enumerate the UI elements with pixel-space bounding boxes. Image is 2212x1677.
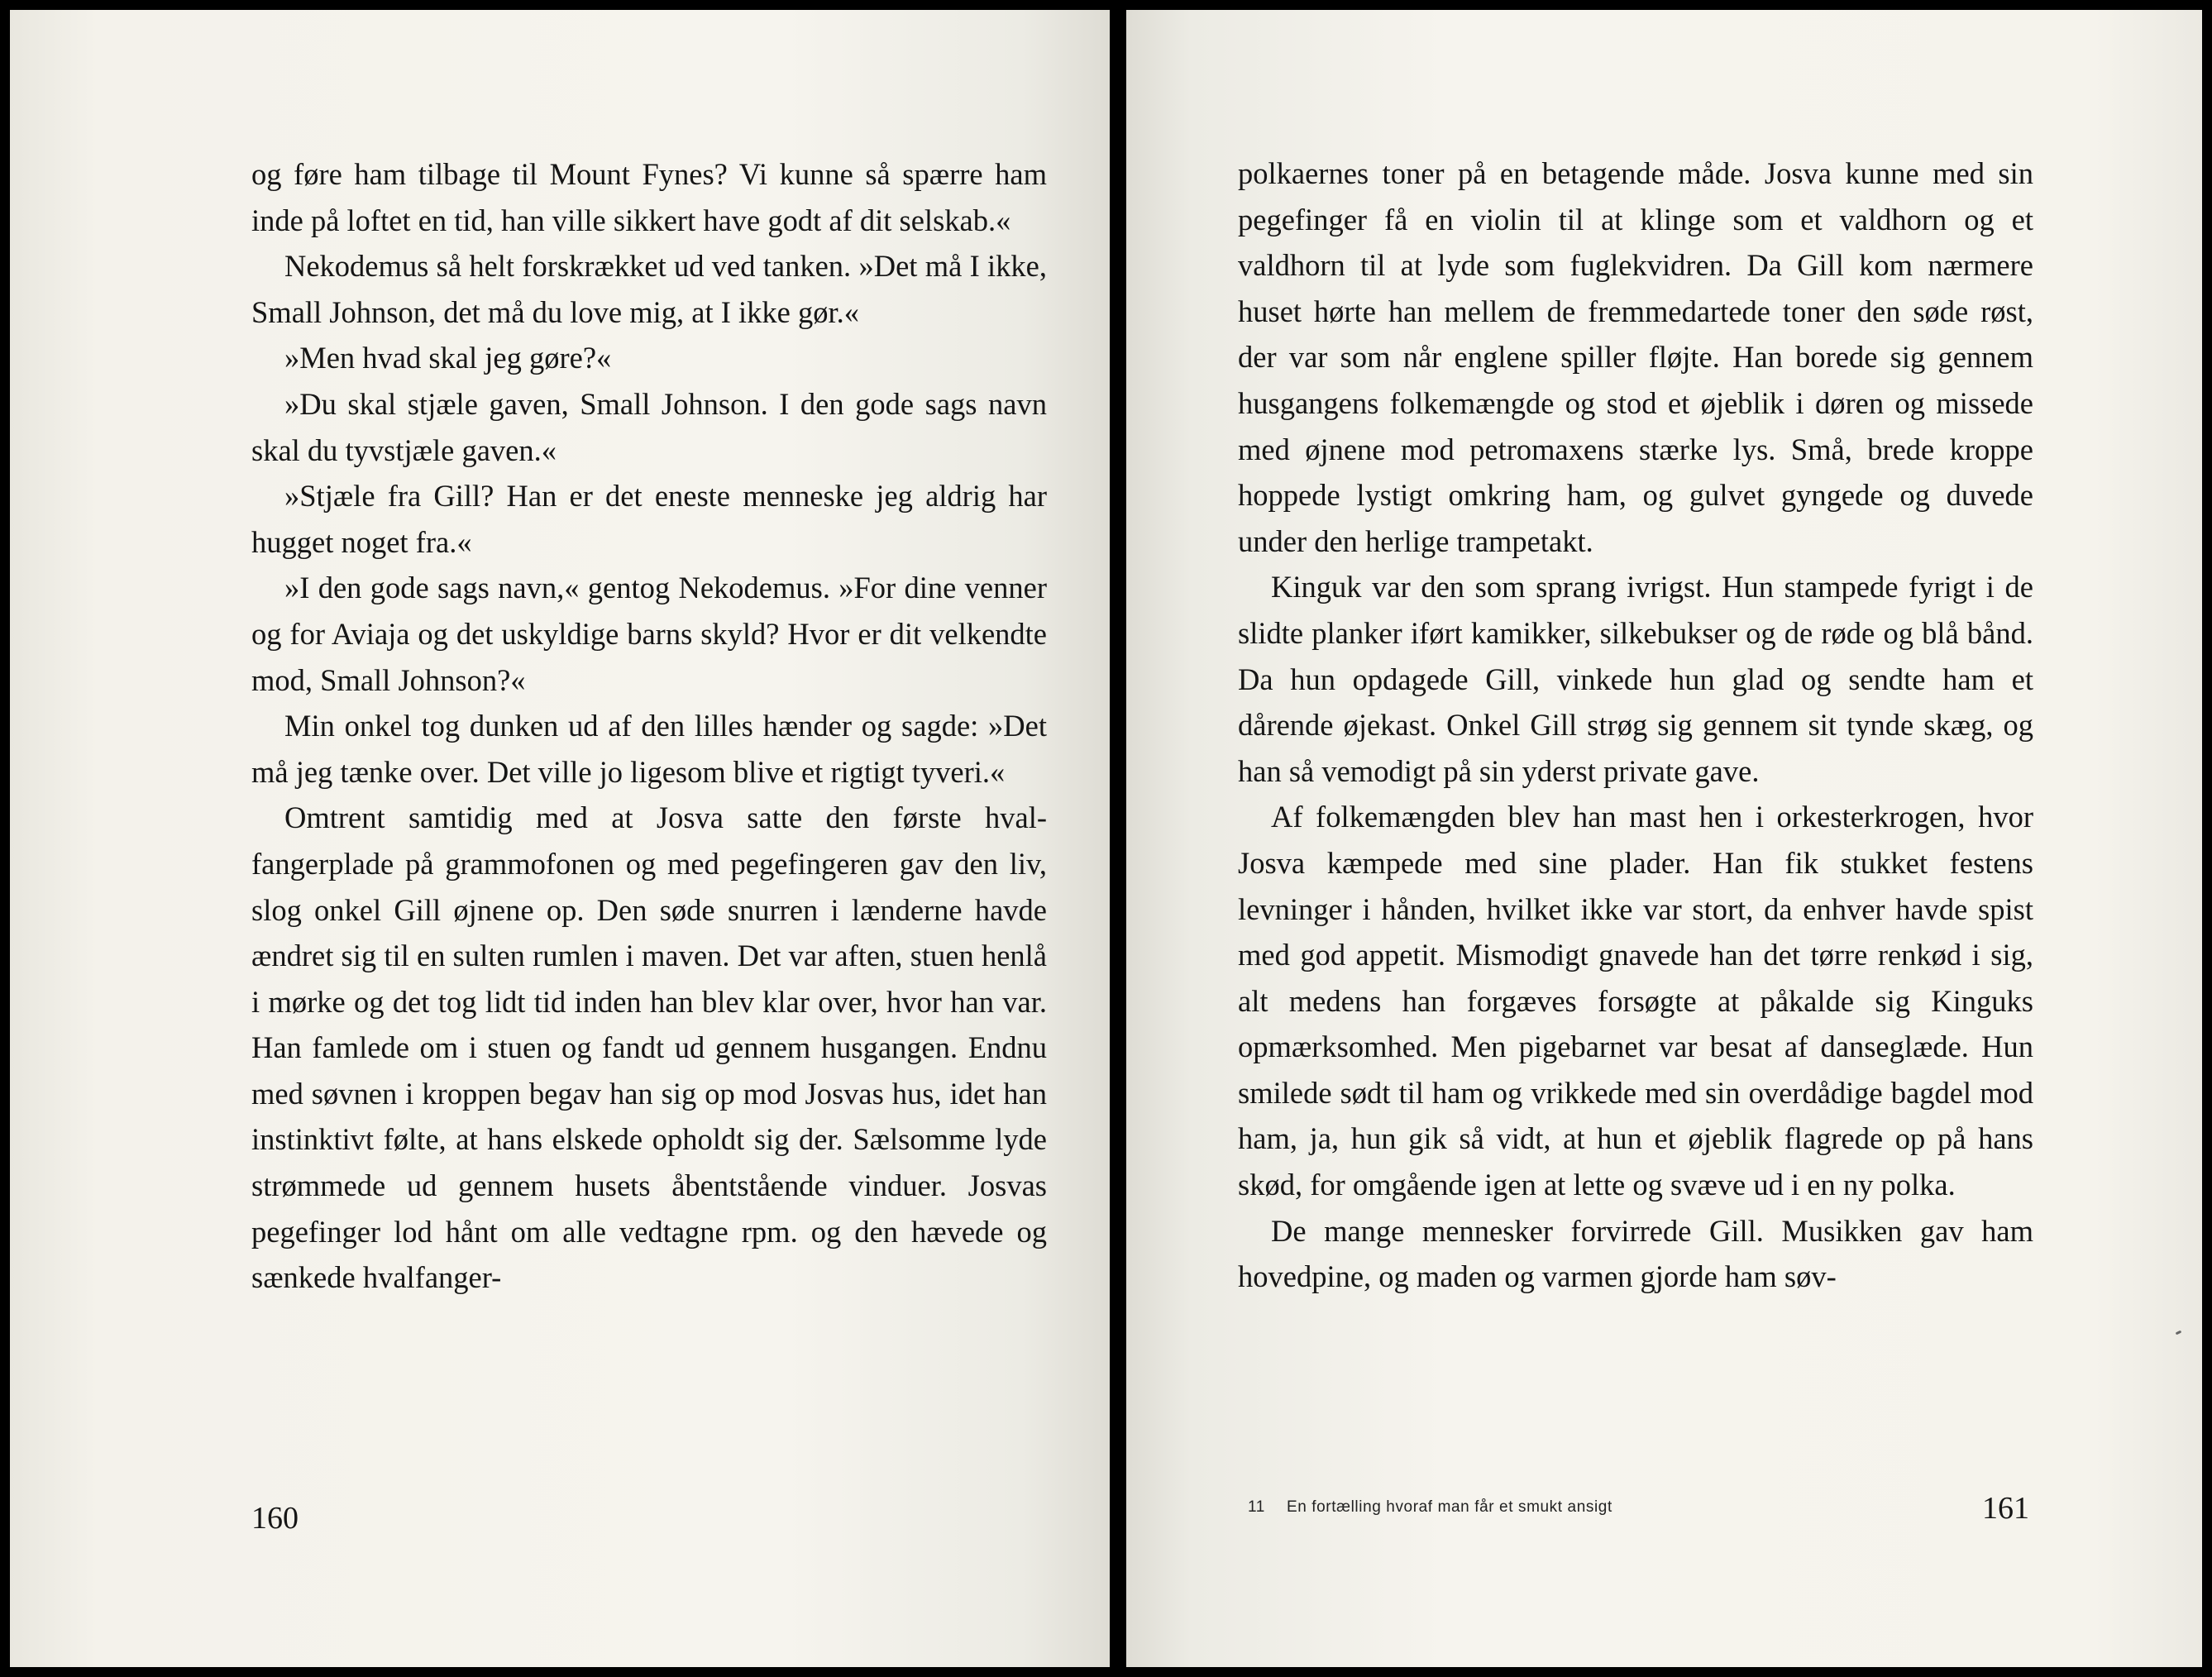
paragraph: Af folkemængden blev han mast hen i orkesterkrogen, hvor Josva kæmpede med sine plader. Han fik stukket festens levninger i hånden, hvilket ikke var stort, da enhver havde spist med god appetit. Mismodigt gnavede han det tørre renkød i sig, alt medens han forgæves forsøgte at påkalde sig Kinguks opmærksomhed. Men pigebarnet var besat af danseglæde. Hun smilede sødt til ham og vrikkede med sin overdådige bagdel mod ham, ja, hun gik så vidt, at hun et øjeblik flagrede op på hans skød, for omgående igen at lette og svæve ud i en ny polka. <box>1238 800 2033 1202</box>
paragraph: Nekodemus så helt forskrækket ud ved tanken. »Det må I ikke, Small Johnson, det må du love mig, at I ikke gør.« <box>251 249 1047 329</box>
paragraph: polkaernes toner på en betagende måde. Josva kunne med sin pegefinger få en violin til at klinge som et valdhorn og et valdhorn til at lyde som fuglekvidren. Da Gill kom nærmere huset hørte han mellem de fremmedartede toner den søde røst, der var som når englene spiller fløjte. Han borede sig gennem husgangens folkemængde og stod et øjeblik i døren og missede med øjnene mod petromaxens stærke lys. Små, brede kroppe hoppede lystigt omkring ham, og gulvet gyngede og duvede under den herlige trampetakt. <box>1238 156 2033 558</box>
left-page-text <box>251 151 1047 1301</box>
paragraph: og føre ham tilbage til Mount Fynes? Vi kunne så spærre ham inde på loftet en tid, han ville sikkert have godt af dit selskab.« <box>251 157 1047 237</box>
signature-mark: 11 <box>1248 1498 1265 1516</box>
left-page <box>10 10 1110 1667</box>
running-foot-title: En fortælling hvoraf man får et smukt ansigt <box>1286 1498 1612 1516</box>
paragraph: »Du skal stjæle gaven, Small Johnson. I den gode sags navn skal du tyvstjæle gaven.« <box>251 386 1047 467</box>
running-foot <box>1248 1498 1612 1517</box>
paragraph: De mange mennesker forvirrede Gill. Musikken gav ham hovedpine, og maden og varmen gjorde ham søv- <box>1238 1213 2033 1294</box>
ink-smudge <box>2176 1331 2182 1335</box>
paragraph: Min onkel tog dunken ud af den lilles hænder og sagde: »Det må jeg tænke over. Det ville jo ligesom blive et rigtigt tyveri.« <box>251 709 1047 789</box>
paragraph: »Men hvad skal jeg gøre?« <box>284 341 612 375</box>
right-page <box>1126 10 2202 1667</box>
right-page-text <box>1238 150 2033 1300</box>
page-number-right: 161 <box>1982 1491 2029 1526</box>
paragraph: »I den gode sags navn,« gentog Nekodemus. »For dine venner og for Aviaja og det uskyldige barns skyld? Hvor er dit velkendte mod, Small Johnson?« <box>251 571 1047 697</box>
book-gutter <box>1110 0 1126 1677</box>
paragraph: Kinguk var den som sprang ivrigst. Hun stampede fyrigt i de slidte planker iført kamikker, silkebukser og de røde og blå bånd. Da hun opdagede Gill, vinkede hun glad og sendte ham et dårende øjekast. Onkel Gill strøg sig gennem sit tynde skæg, og han så vemodigt på sin yderst private gave. <box>1238 570 2033 788</box>
page-number-left: 160 <box>251 1501 299 1536</box>
paragraph: »Stjæle fra Gill? Han er det eneste menneske jeg aldrig har hugget noget fra.« <box>251 479 1047 559</box>
paragraph: Omtrent samtidig med at Josva satte den første hvalfangerplade på grammofonen og med pegefingeren gav den liv, slog onkel Gill øjnene op. Den søde snurren i lænderne havde ændret sig til en sulten rumlen i maven. Det var aften, stuen henlå i mørke og det tog lidt tid inden han blev klar over, hvor han var. Han famlede om i stuen og fandt ud gennem husgangen. Endnu med søvnen i kroppen begav han sig op mod Josvas hus, idet han instinktivt følte, at hans elskede opholdt sig der. Sælsomme lyde strømmede ud gennem husets åbentstående vinduer. Josvas pegefinger lod hånt om alle vedtagne rpm. og den hævede og sænkede hvalfanger- <box>251 800 1047 1295</box>
